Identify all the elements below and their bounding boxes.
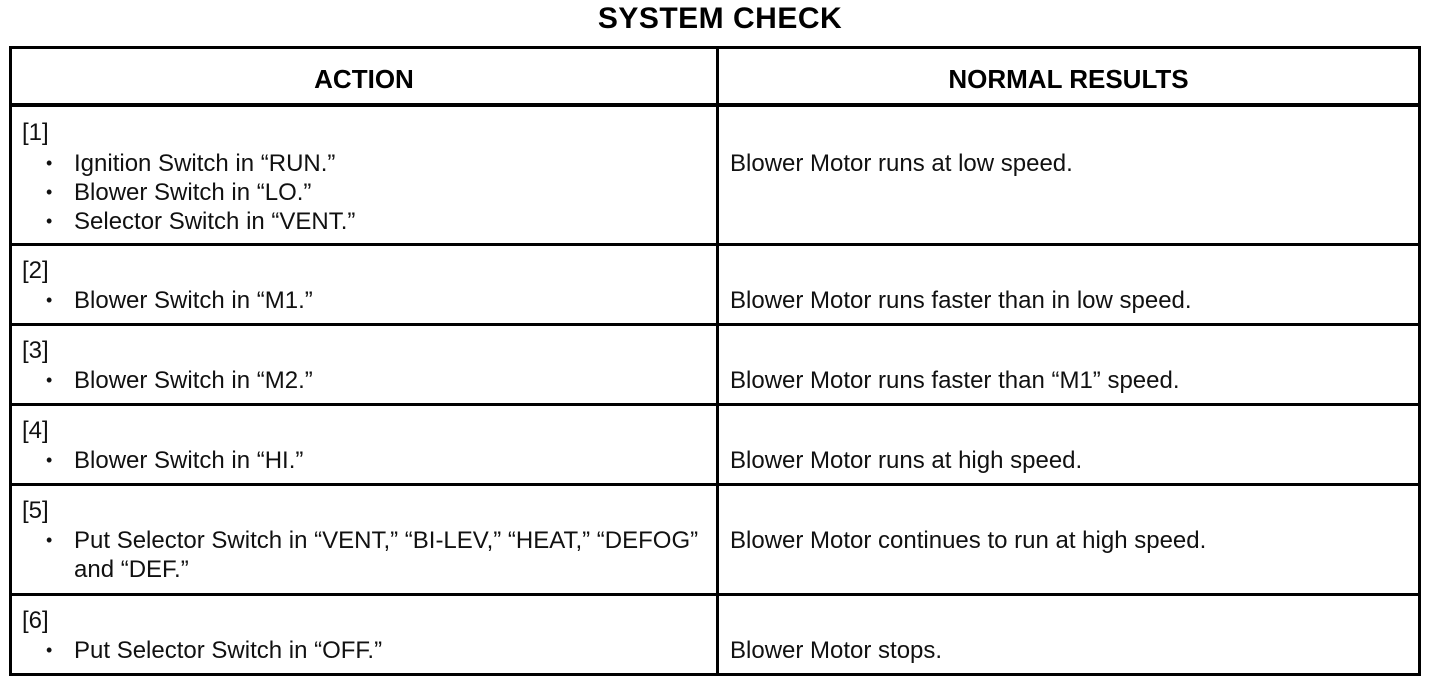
page-title: SYSTEM CHECK [597, 2, 843, 35]
step-number: [3] [22, 337, 49, 364]
action-item: • Put Selector Switch in “OFF.” [46, 636, 382, 665]
action-item: • Blower Switch in “M2.” [46, 366, 313, 395]
header-normal-results: NORMAL RESULTS [948, 64, 1189, 94]
row-rule [12, 403, 1418, 406]
system-check-table [9, 46, 1421, 676]
action-list [46, 149, 355, 236]
header-action: ACTION [314, 64, 414, 94]
normal-result: Blower Motor continues to run at high speed. [730, 527, 1207, 554]
action-item: • Blower Switch in “HI.” [46, 446, 303, 475]
step-number: [1] [22, 119, 49, 146]
column-divider [716, 49, 719, 673]
header-rule [12, 103, 1418, 107]
normal-result: Blower Motor runs at high speed. [730, 447, 1083, 474]
action-list [46, 446, 303, 475]
action-item: • Blower Switch in “LO.” [46, 178, 355, 207]
action-list [46, 636, 382, 665]
step-number: [4] [22, 417, 49, 444]
action-item: • Blower Switch in “M1.” [46, 286, 313, 315]
normal-result: Blower Motor stops. [730, 637, 943, 664]
row-rule [12, 593, 1418, 596]
action-list [46, 286, 313, 315]
step-number: [6] [22, 607, 49, 634]
normal-result: Blower Motor runs at low speed. [730, 150, 1073, 177]
normal-result: Blower Motor runs faster than “M1” speed. [730, 367, 1180, 394]
action-item: • Put Selector Switch in “VENT,” “BI-LEV,” “HEAT,” “DEFOG” and “DEF.” [46, 526, 706, 584]
action-list [46, 366, 313, 395]
step-number: [5] [22, 497, 49, 524]
action-list [46, 526, 706, 584]
action-item: • Ignition Switch in “RUN.” [46, 149, 355, 178]
row-rule [12, 483, 1418, 486]
step-number: [2] [22, 257, 49, 284]
row-rule [12, 243, 1418, 246]
normal-result: Blower Motor runs faster than in low speed. [730, 287, 1192, 314]
row-rule [12, 323, 1418, 326]
action-item: • Selector Switch in “VENT.” [46, 207, 355, 236]
